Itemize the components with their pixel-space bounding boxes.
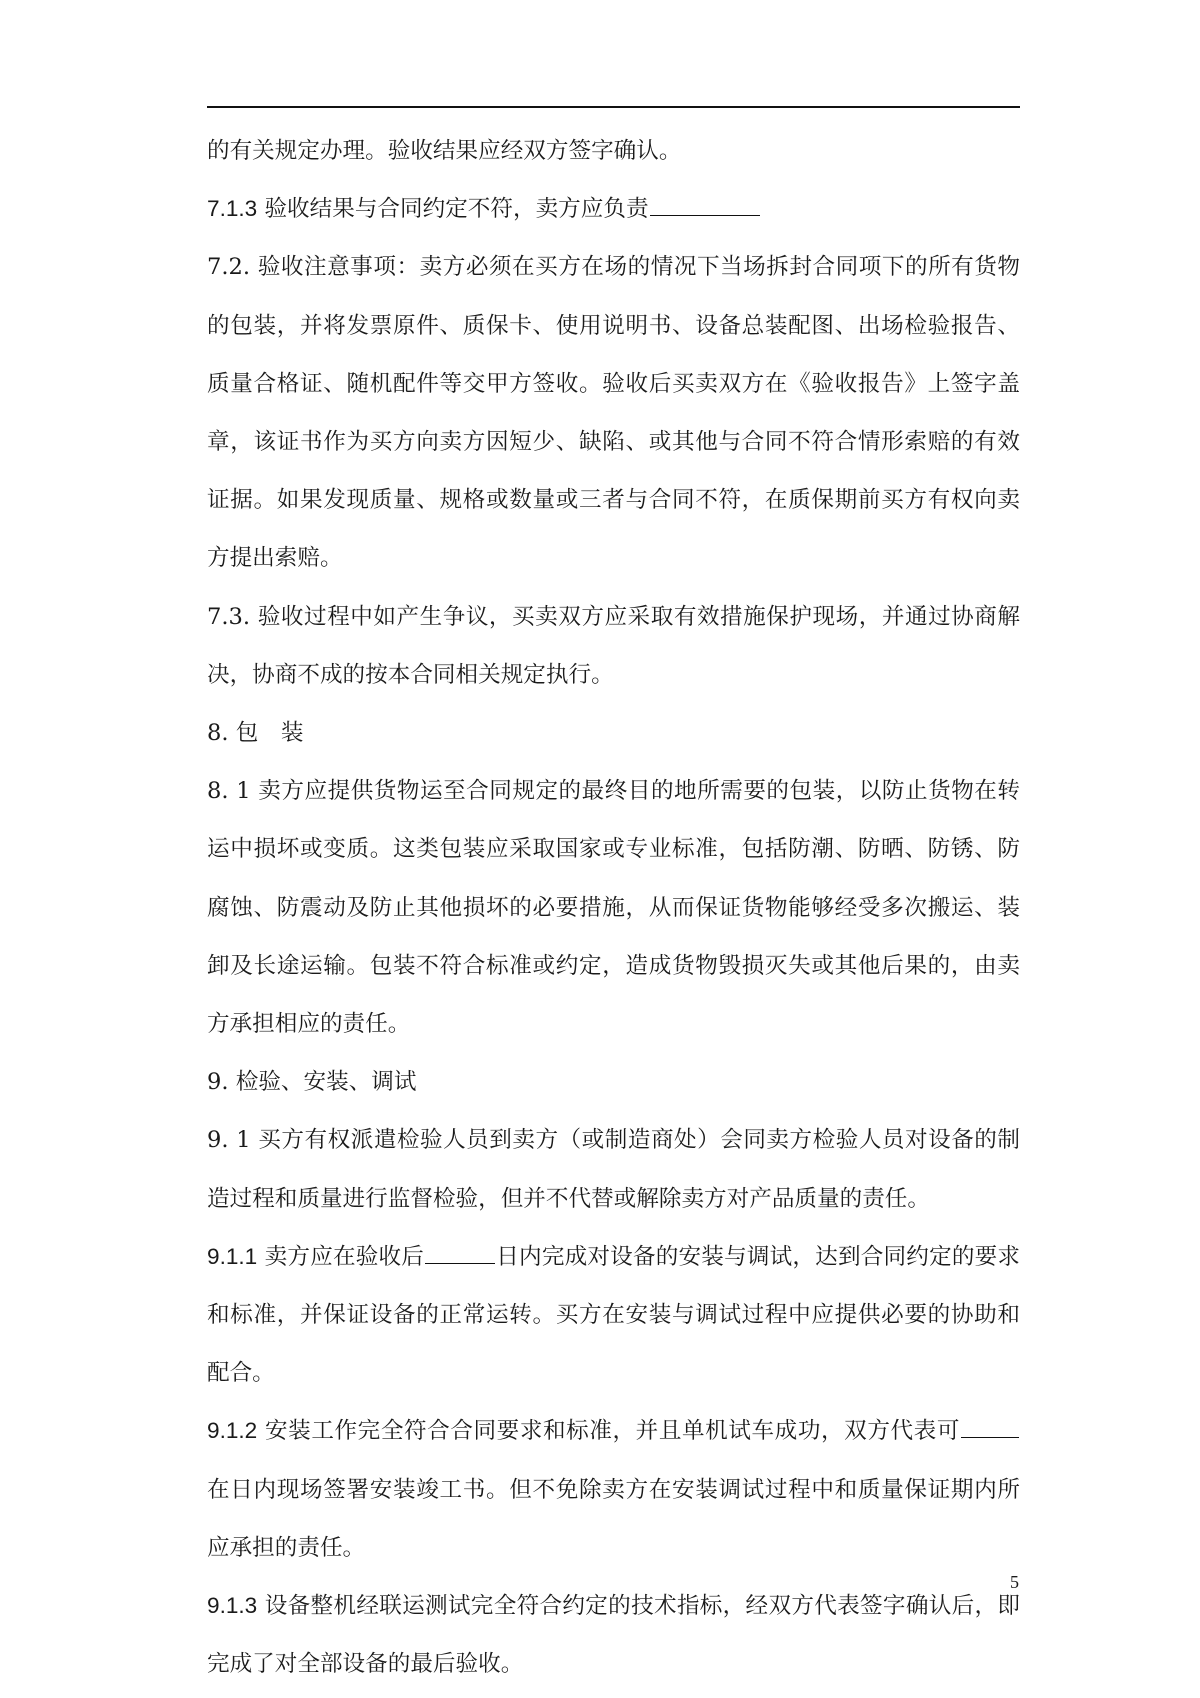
paragraph-acceptance-confirmation [207, 122, 1020, 180]
clause-number: 9.1.1 [207, 1243, 258, 1269]
section-heading-inspection [207, 1053, 1020, 1111]
paragraph-9-1 [207, 1111, 1020, 1227]
clause-number: 7.1.3 [207, 196, 258, 222]
paragraph-8-1 [207, 762, 1020, 1053]
heading-text: 8. 包 装 [207, 720, 304, 747]
clause-number: 9.1.3 [207, 1593, 258, 1619]
paragraph-9-1-3 [207, 1577, 1020, 1693]
paragraph-text: 卖方应在验收后 [257, 1243, 425, 1270]
fill-in-blank [650, 191, 760, 216]
heading-text: 9. 检验、安装、调试 [207, 1069, 417, 1096]
paragraph-7-1-3 [207, 180, 1020, 238]
fill-in-blank [961, 1414, 1019, 1439]
paragraph-text: 验收结果与合同约定不符，卖方应负责 [257, 196, 649, 223]
paragraph-9-1-2 [207, 1402, 1020, 1577]
page-number: 5 [1010, 1572, 1019, 1592]
paragraph-text: 9. 1 买方有权派遣检验人员到卖方（或制造商处）会同卖方检验人员对设备的制造过程和质量进行监督检验，但并不代替或解除卖方对产品质量的责任。 [207, 1127, 1020, 1212]
paragraph-text: 8. 1 卖方应提供货物运至合同规定的最终目的地所需要的包装，以防止货物在转运中损坏或变质。这类包装应采取国家或专业标准，包括防潮、防晒、防锈、防腐蚀、防震动及防止其他损坏的必要措施，从而保证货物能够经受多次搬运、装卸及长途运输。包装不符合标准或约定，造成货物毁损灭失或其他后果的，由卖方承担相应的责任。 [207, 778, 1020, 1038]
paragraph-7-2 [207, 238, 1020, 587]
paragraph-text: 的有关规定办理。验收结果应经双方签字确认。 [207, 138, 682, 164]
paragraph-9-1-1 [207, 1228, 1020, 1403]
paragraph-text: 安装工作完全符合合同要求和标准，并且单机试车成功，双方代表可 [257, 1418, 960, 1445]
fill-in-blank [425, 1239, 495, 1264]
document-body [207, 122, 1020, 1693]
paragraph-text: 在日内现场签署安装竣工书。但不免除卖方在安装调试过程中和质量保证期内所应承担的责任。 [207, 1476, 1020, 1561]
paragraph-text: 日内完成对设备的安装与调试，达到合同约定的要求和标准，并保证设备的正常运转。买方在安装与调试过程中应提供必要的协助和配合。 [207, 1243, 1021, 1387]
paragraph-text: 设备整机经联运测试完全符合约定的技术指标，经双方代表签字确认后，即完成了对全部设备的最后验收。 [207, 1593, 1020, 1678]
paragraph-text: 7.3. 验收过程中如产生争议，买卖双方应采取有效措施保护现场，并通过协商解决，协商不成的按本合同相关规定执行。 [207, 603, 1020, 688]
paragraph-text: 7.2. 验收注意事项：卖方必须在买方在场的情况下当场拆封合同项下的所有货物的包装，并将发票原件、质保卡、使用说明书、设备总装配图、出场检验报告、质量合格证、随机配件等交甲方签收。验收后买卖双方在《验收报告》上签字盖章，该证书作为买方向卖方因短少、缺陷、或其他与合同不符合情形索赔的有效证据。如果发现质量、规格或数量或三者与合同不符，在质保期前买方有权向卖方提出索赔。 [207, 254, 1020, 572]
section-heading-packaging [207, 704, 1020, 762]
clause-number: 9.1.2 [207, 1418, 258, 1444]
top-rule [207, 106, 1020, 108]
paragraph-7-3 [207, 588, 1020, 704]
